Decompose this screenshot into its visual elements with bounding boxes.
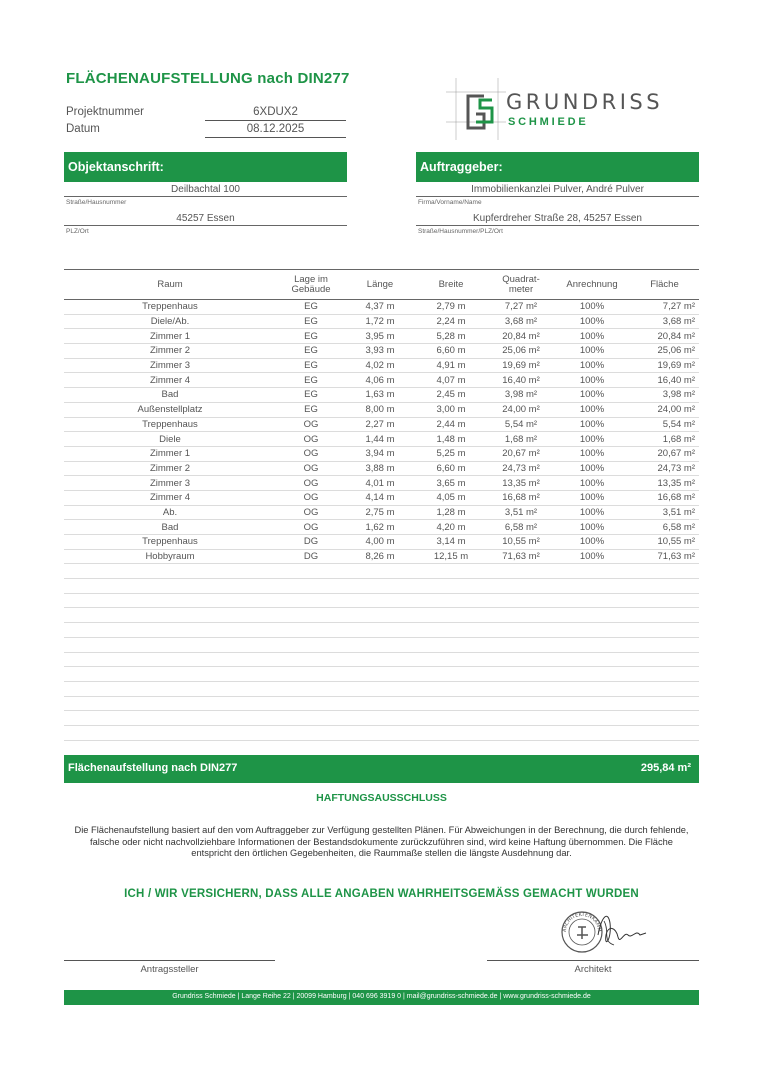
table-header-row bbox=[64, 270, 699, 300]
table-cell: 100% bbox=[554, 535, 630, 550]
table-cell-empty bbox=[488, 579, 554, 594]
project-number-value: 6XDUX2 bbox=[205, 106, 346, 121]
table-cell: 5,54 m² bbox=[488, 417, 554, 432]
table-cell: 1,68 m² bbox=[488, 432, 554, 447]
date-value: 08.12.2025 bbox=[205, 123, 346, 138]
table-cell-empty bbox=[414, 725, 488, 740]
table-cell-empty bbox=[414, 652, 488, 667]
table-cell: 2,24 m bbox=[414, 314, 488, 329]
table-cell: EG bbox=[276, 358, 346, 373]
table-cell-empty bbox=[488, 637, 554, 652]
table-cell: 3,98 m² bbox=[630, 388, 699, 403]
table-cell: Zimmer 3 bbox=[64, 358, 276, 373]
table-cell: 12,15 m bbox=[414, 549, 488, 564]
table-cell-empty bbox=[346, 637, 414, 652]
table-cell: 3,98 m² bbox=[488, 388, 554, 403]
table-cell: 3,00 m bbox=[414, 402, 488, 417]
header-anrechnung: Anrechnung bbox=[554, 270, 630, 300]
table-cell: 6,60 m bbox=[414, 461, 488, 476]
client-heading: Auftraggeber: bbox=[416, 152, 699, 182]
table-row bbox=[64, 535, 699, 550]
table-cell-empty bbox=[414, 711, 488, 726]
header-lage bbox=[276, 270, 346, 300]
table-cell-empty bbox=[554, 608, 630, 623]
table-cell: 25,06 m² bbox=[630, 344, 699, 359]
header-breite: Breite bbox=[414, 270, 488, 300]
table-cell: 6,58 m² bbox=[488, 520, 554, 535]
table-cell-empty bbox=[64, 593, 276, 608]
table-cell-empty bbox=[64, 652, 276, 667]
table-cell-empty bbox=[488, 623, 554, 638]
table-cell-empty bbox=[276, 681, 346, 696]
area-table bbox=[64, 269, 699, 741]
table-cell: 13,35 m² bbox=[630, 476, 699, 491]
table-cell: 24,00 m² bbox=[630, 402, 699, 417]
table-cell: 5,54 m² bbox=[630, 417, 699, 432]
table-cell-empty bbox=[554, 696, 630, 711]
table-cell: OG bbox=[276, 446, 346, 461]
table-cell: 3,93 m bbox=[346, 344, 414, 359]
table-cell: 20,67 m² bbox=[488, 446, 554, 461]
table-cell-empty bbox=[346, 667, 414, 682]
table-cell: 4,37 m bbox=[346, 300, 414, 315]
table-cell: 100% bbox=[554, 358, 630, 373]
table-cell-empty bbox=[64, 681, 276, 696]
table-row bbox=[64, 344, 699, 359]
table-cell-empty bbox=[488, 681, 554, 696]
table-cell: 71,63 m² bbox=[630, 549, 699, 564]
table-cell: 100% bbox=[554, 344, 630, 359]
header-qm-line1: Quadrat- bbox=[502, 273, 540, 285]
table-cell-empty bbox=[64, 564, 276, 579]
header-flaeche: Fläche bbox=[630, 270, 699, 300]
table-row bbox=[64, 373, 699, 388]
table-cell-empty bbox=[346, 579, 414, 594]
table-row bbox=[64, 490, 699, 505]
client-name-value: Immobilienkanzlei Pulver, André Pulver bbox=[416, 184, 699, 197]
table-cell: 100% bbox=[554, 520, 630, 535]
table-cell-empty bbox=[276, 564, 346, 579]
table-row-empty bbox=[64, 725, 699, 740]
table-cell-empty bbox=[64, 667, 276, 682]
table-cell-empty bbox=[346, 652, 414, 667]
table-cell: 20,84 m² bbox=[630, 329, 699, 344]
object-street-value: Deilbachtal 100 bbox=[64, 184, 347, 197]
table-cell-empty bbox=[346, 593, 414, 608]
table-row-empty bbox=[64, 593, 699, 608]
table-cell: 100% bbox=[554, 417, 630, 432]
table-cell: 3,65 m bbox=[414, 476, 488, 491]
table-row-empty bbox=[64, 652, 699, 667]
table-cell-empty bbox=[64, 696, 276, 711]
table-row bbox=[64, 505, 699, 520]
table-cell: 4,02 m bbox=[346, 358, 414, 373]
table-cell: 100% bbox=[554, 314, 630, 329]
table-cell: 6,60 m bbox=[414, 344, 488, 359]
table-cell: 3,88 m bbox=[346, 461, 414, 476]
table-cell: Zimmer 1 bbox=[64, 329, 276, 344]
table-cell: OG bbox=[276, 490, 346, 505]
table-cell-empty bbox=[554, 652, 630, 667]
table-cell-empty bbox=[346, 608, 414, 623]
table-cell-empty bbox=[630, 652, 699, 667]
table-row-empty bbox=[64, 608, 699, 623]
table-cell: 16,68 m² bbox=[630, 490, 699, 505]
table-cell: 2,27 m bbox=[346, 417, 414, 432]
table-cell: Zimmer 4 bbox=[64, 490, 276, 505]
table-cell: 1,62 m bbox=[346, 520, 414, 535]
date-label: Datum bbox=[66, 123, 100, 135]
table-row-empty bbox=[64, 579, 699, 594]
table-cell: 100% bbox=[554, 300, 630, 315]
table-row-empty bbox=[64, 711, 699, 726]
table-cell: 100% bbox=[554, 329, 630, 344]
table-row bbox=[64, 432, 699, 447]
table-cell-empty bbox=[488, 593, 554, 608]
table-cell-empty bbox=[346, 725, 414, 740]
table-cell: 2,75 m bbox=[346, 505, 414, 520]
table-cell-empty bbox=[346, 696, 414, 711]
table-cell: 100% bbox=[554, 446, 630, 461]
table-cell-empty bbox=[414, 564, 488, 579]
table-cell-empty bbox=[346, 711, 414, 726]
stamp-text: ARCHITEKTENKAMM bbox=[561, 911, 603, 933]
table-cell-empty bbox=[488, 652, 554, 667]
disclaimer-text: Die Flächenaufstellung basiert auf den vom Auftraggeber zur Verfügung gestellten Plänen. Für Abweichungen in der Berechnung, die durch fehlende, falsche oder nicht nachvollziehbare Informationen der Bestandsdokumente zurückzuführen sind, wird keine Haftung übernommen. Die Fläche entspricht den örtlichen Gegebenheiten, die Raummaße stellen die längste Ausdehnung dar. bbox=[74, 825, 689, 858]
table-cell: 100% bbox=[554, 505, 630, 520]
table-cell: 10,55 m² bbox=[488, 535, 554, 550]
table-row bbox=[64, 520, 699, 535]
table-cell-empty bbox=[276, 593, 346, 608]
logo-wordmark: GRUNDRISS bbox=[506, 90, 664, 114]
table-cell: EG bbox=[276, 373, 346, 388]
logo-subtitle: SCHMIEDE bbox=[508, 116, 589, 128]
table-cell: 4,06 m bbox=[346, 373, 414, 388]
table-cell: EG bbox=[276, 344, 346, 359]
table-cell: 4,07 m bbox=[414, 373, 488, 388]
header-qm-line2: meter bbox=[508, 283, 534, 295]
table-cell: 100% bbox=[554, 476, 630, 491]
table-row bbox=[64, 402, 699, 417]
table-cell-empty bbox=[554, 725, 630, 740]
table-cell: 4,14 m bbox=[346, 490, 414, 505]
table-cell: OG bbox=[276, 505, 346, 520]
table-cell: 20,67 m² bbox=[630, 446, 699, 461]
table-cell: EG bbox=[276, 329, 346, 344]
table-row bbox=[64, 549, 699, 564]
table-cell-empty bbox=[276, 696, 346, 711]
table-cell-empty bbox=[64, 608, 276, 623]
table-cell: 19,69 m² bbox=[488, 358, 554, 373]
table-cell: 4,05 m bbox=[414, 490, 488, 505]
table-cell-empty bbox=[346, 564, 414, 579]
summary-label: Flächenaufstellung nach DIN277 bbox=[68, 762, 238, 774]
table-cell-empty bbox=[488, 696, 554, 711]
table-cell: 5,28 m bbox=[414, 329, 488, 344]
table-cell: 2,79 m bbox=[414, 300, 488, 315]
table-cell: 20,84 m² bbox=[488, 329, 554, 344]
table-cell: Zimmer 2 bbox=[64, 344, 276, 359]
table-row-empty bbox=[64, 667, 699, 682]
table-cell-empty bbox=[630, 637, 699, 652]
table-cell: 1,44 m bbox=[346, 432, 414, 447]
table-cell: 1,28 m bbox=[414, 505, 488, 520]
table-cell: Diele/Ab. bbox=[64, 314, 276, 329]
table-cell: 16,40 m² bbox=[488, 373, 554, 388]
object-street-label: Straße/Hausnummer bbox=[66, 199, 127, 206]
table-cell-empty bbox=[488, 608, 554, 623]
table-cell: 24,00 m² bbox=[488, 402, 554, 417]
header-laenge: Länge bbox=[346, 270, 414, 300]
table-cell: 100% bbox=[554, 490, 630, 505]
table-cell: 8,00 m bbox=[346, 402, 414, 417]
table-row bbox=[64, 358, 699, 373]
table-cell-empty bbox=[276, 652, 346, 667]
table-cell: 4,20 m bbox=[414, 520, 488, 535]
table-cell-empty bbox=[276, 579, 346, 594]
table-cell-empty bbox=[346, 623, 414, 638]
table-cell-empty bbox=[488, 711, 554, 726]
table-cell-empty bbox=[346, 681, 414, 696]
table-cell: 19,69 m² bbox=[630, 358, 699, 373]
assurance-statement: ICH / WIR VERSICHERN, DASS ALLE ANGABEN WAHRHEITSGEMÄSS GEMACHT WURDEN bbox=[124, 888, 639, 900]
table-cell-empty bbox=[414, 623, 488, 638]
table-cell: 1,68 m² bbox=[630, 432, 699, 447]
table-cell-empty bbox=[554, 667, 630, 682]
table-row bbox=[64, 461, 699, 476]
table-cell-empty bbox=[276, 623, 346, 638]
table-cell-empty bbox=[554, 593, 630, 608]
table-cell: OG bbox=[276, 432, 346, 447]
client-street-label: Straße/Hausnummer/PLZ/Ort bbox=[418, 228, 503, 235]
table-cell-empty bbox=[64, 623, 276, 638]
table-cell: Treppenhaus bbox=[64, 300, 276, 315]
object-city-label: PLZ/Ort bbox=[66, 228, 89, 235]
table-cell: 4,01 m bbox=[346, 476, 414, 491]
table-row-empty bbox=[64, 637, 699, 652]
table-cell: 1,63 m bbox=[346, 388, 414, 403]
summary-total: 295,84 m² bbox=[640, 762, 691, 774]
table-cell: 3,14 m bbox=[414, 535, 488, 550]
table-cell: 100% bbox=[554, 549, 630, 564]
object-address-heading: Objektanschrift: bbox=[64, 152, 347, 182]
client-name-label: Firma/Vorname/Name bbox=[418, 199, 482, 206]
table-row bbox=[64, 476, 699, 491]
table-row bbox=[64, 446, 699, 461]
table-cell-empty bbox=[414, 593, 488, 608]
company-logo bbox=[446, 78, 686, 140]
table-cell: Bad bbox=[64, 520, 276, 535]
table-row-empty bbox=[64, 564, 699, 579]
table-cell: 16,40 m² bbox=[630, 373, 699, 388]
project-number-label: Projektnummer bbox=[66, 106, 144, 118]
table-cell: Treppenhaus bbox=[64, 417, 276, 432]
table-cell-empty bbox=[64, 637, 276, 652]
table-cell-empty bbox=[64, 725, 276, 740]
table-cell: DG bbox=[276, 535, 346, 550]
table-cell-empty bbox=[414, 637, 488, 652]
table-cell-empty bbox=[554, 579, 630, 594]
table-cell-empty bbox=[414, 579, 488, 594]
table-cell: 3,68 m² bbox=[488, 314, 554, 329]
applicant-signature-line bbox=[64, 960, 275, 961]
logo-mark-icon bbox=[446, 78, 506, 140]
table-cell-empty bbox=[276, 711, 346, 726]
table-cell: Hobbyraum bbox=[64, 549, 276, 564]
table-cell: 3,95 m bbox=[346, 329, 414, 344]
table-cell-empty bbox=[64, 711, 276, 726]
table-row bbox=[64, 314, 699, 329]
table-cell: EG bbox=[276, 402, 346, 417]
table-cell-empty bbox=[414, 608, 488, 623]
table-cell-empty bbox=[488, 564, 554, 579]
table-row-empty bbox=[64, 681, 699, 696]
applicant-label: Antragssteller bbox=[140, 964, 199, 975]
table-cell: 25,06 m² bbox=[488, 344, 554, 359]
table-cell-empty bbox=[630, 667, 699, 682]
architect-label: Architekt bbox=[574, 964, 612, 975]
table-row-empty bbox=[64, 623, 699, 638]
table-cell: OG bbox=[276, 417, 346, 432]
table-cell-empty bbox=[488, 667, 554, 682]
table-cell-empty bbox=[554, 637, 630, 652]
table-cell: 24,73 m² bbox=[630, 461, 699, 476]
table-cell-empty bbox=[630, 696, 699, 711]
table-cell: 100% bbox=[554, 432, 630, 447]
table-cell: 6,58 m² bbox=[630, 520, 699, 535]
table-cell-empty bbox=[630, 608, 699, 623]
table-cell: EG bbox=[276, 300, 346, 315]
disclaimer-title: HAFTUNGSAUSSCHLUSS bbox=[316, 792, 447, 804]
table-cell-empty bbox=[488, 725, 554, 740]
table-cell: 100% bbox=[554, 373, 630, 388]
table-cell-empty bbox=[630, 623, 699, 638]
architect-signature-line bbox=[487, 960, 699, 961]
table-cell-empty bbox=[414, 681, 488, 696]
table-cell-empty bbox=[276, 608, 346, 623]
table-cell-empty bbox=[554, 711, 630, 726]
table-cell: 8,26 m bbox=[346, 549, 414, 564]
table-cell: 7,27 m² bbox=[488, 300, 554, 315]
table-cell: Bad bbox=[64, 388, 276, 403]
table-cell: 5,25 m bbox=[414, 446, 488, 461]
table-cell: 16,68 m² bbox=[488, 490, 554, 505]
table-cell-empty bbox=[630, 725, 699, 740]
table-cell: 3,68 m² bbox=[630, 314, 699, 329]
footer-contact: Grundriss Schmiede | Lange Reihe 22 | 20099 Hamburg | 040 696 3919 0 | mail@grundriss-schmiede.de | www.grundriss-schmiede.de bbox=[64, 990, 699, 1005]
table-cell-empty bbox=[276, 667, 346, 682]
table-cell: Zimmer 2 bbox=[64, 461, 276, 476]
table-cell: 2,45 m bbox=[414, 388, 488, 403]
table-cell-empty bbox=[554, 564, 630, 579]
header-lage-line1: Lage im bbox=[294, 273, 328, 285]
table-cell: Zimmer 4 bbox=[64, 373, 276, 388]
table-cell: Treppenhaus bbox=[64, 535, 276, 550]
table-cell: Ab. bbox=[64, 505, 276, 520]
object-city-value: 45257 Essen bbox=[64, 213, 347, 226]
client-street-value: Kupferdreher Straße 28, 45257 Essen bbox=[416, 213, 699, 226]
table-cell-empty bbox=[414, 667, 488, 682]
table-cell-empty bbox=[414, 696, 488, 711]
table-cell-empty bbox=[630, 579, 699, 594]
header-quadratmeter bbox=[488, 270, 554, 300]
table-cell: 4,91 m bbox=[414, 358, 488, 373]
table-cell: Diele bbox=[64, 432, 276, 447]
table-cell-empty bbox=[630, 593, 699, 608]
table-cell-empty bbox=[276, 637, 346, 652]
table-cell: 3,51 m² bbox=[488, 505, 554, 520]
document-title: FLÄCHENAUFSTELLUNG nach DIN277 bbox=[66, 70, 350, 87]
table-cell: 71,63 m² bbox=[488, 549, 554, 564]
table-cell: 7,27 m² bbox=[630, 300, 699, 315]
table-cell: OG bbox=[276, 476, 346, 491]
table-cell-empty bbox=[554, 681, 630, 696]
table-row bbox=[64, 300, 699, 315]
header-raum: Raum bbox=[64, 270, 276, 300]
table-cell: 10,55 m² bbox=[630, 535, 699, 550]
table-row bbox=[64, 329, 699, 344]
table-cell: 100% bbox=[554, 388, 630, 403]
table-row bbox=[64, 417, 699, 432]
table-cell-empty bbox=[630, 711, 699, 726]
table-cell: OG bbox=[276, 520, 346, 535]
table-cell: EG bbox=[276, 314, 346, 329]
table-cell: 1,48 m bbox=[414, 432, 488, 447]
table-cell: EG bbox=[276, 388, 346, 403]
table-cell: 100% bbox=[554, 402, 630, 417]
table-cell: 2,44 m bbox=[414, 417, 488, 432]
summary-bar bbox=[64, 755, 699, 783]
svg-text:ARCHITEKTENKAMMER bbox=[558, 905, 602, 932]
table-cell: 3,51 m² bbox=[630, 505, 699, 520]
table-cell-empty bbox=[630, 564, 699, 579]
table-cell: 1,72 m bbox=[346, 314, 414, 329]
table-row-empty bbox=[64, 696, 699, 711]
table-body bbox=[64, 300, 699, 741]
table-cell-empty bbox=[276, 725, 346, 740]
table-cell: OG bbox=[276, 461, 346, 476]
table-cell-empty bbox=[64, 579, 276, 594]
table-cell: 13,35 m² bbox=[488, 476, 554, 491]
table-cell: 100% bbox=[554, 461, 630, 476]
table-cell: Zimmer 3 bbox=[64, 476, 276, 491]
table-cell-empty bbox=[554, 623, 630, 638]
table-cell-empty bbox=[630, 681, 699, 696]
table-cell: DG bbox=[276, 549, 346, 564]
table-cell: Zimmer 1 bbox=[64, 446, 276, 461]
table-cell: 3,94 m bbox=[346, 446, 414, 461]
header-lage-line2: Gebäude bbox=[291, 283, 331, 295]
table-cell: Außenstellplatz bbox=[64, 402, 276, 417]
architect-stamp-signature bbox=[558, 905, 653, 957]
table-cell: 4,00 m bbox=[346, 535, 414, 550]
table-cell: 24,73 m² bbox=[488, 461, 554, 476]
table-row bbox=[64, 388, 699, 403]
